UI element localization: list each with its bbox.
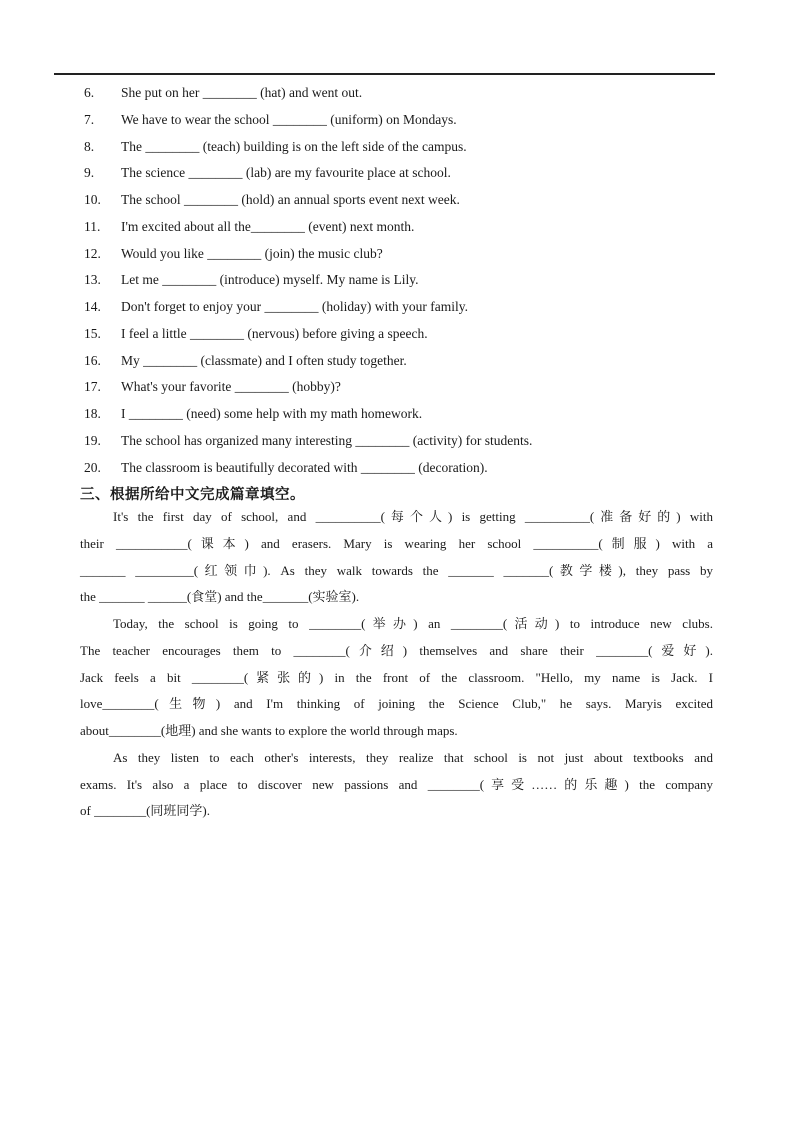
item-text: Let me ________ (introduce) myself. My name is Lily. xyxy=(121,272,419,288)
top-divider xyxy=(54,73,715,75)
item-number: 9. xyxy=(84,165,95,181)
passage-line: Today, the school is going to ________(举办) an ________(活动) to introduce new clubs. xyxy=(113,616,713,631)
passage-line: The teacher encourages them to ________(介绍) themselves and share their ________(爱好). xyxy=(80,642,713,658)
item-number: 15. xyxy=(84,325,101,341)
passage-line: love________(生物) and I'm thinking of joining the Science Club," he says. Maryis excited xyxy=(80,696,713,712)
list-item xyxy=(84,214,532,241)
list-item xyxy=(84,160,532,187)
list-item xyxy=(84,374,532,401)
item-number: 12. xyxy=(84,245,101,261)
item-text: Don't forget to enjoy your ________ (holiday) with your family. xyxy=(121,299,469,314)
list-item xyxy=(84,187,532,214)
passage-paragraph xyxy=(80,504,713,611)
list-item xyxy=(84,107,532,134)
item-text: I ________ (need) some help with my math homework. xyxy=(121,406,423,421)
passage-line: of ________(同班同学). xyxy=(80,803,210,819)
item-number: 7. xyxy=(84,111,95,127)
item-number: 18. xyxy=(84,406,101,421)
item-text: She put on her ________ (hat) and went out. xyxy=(121,85,363,100)
item-number: 13. xyxy=(84,272,101,288)
passage-paragraph xyxy=(80,611,713,745)
list-item xyxy=(84,241,532,268)
passage-paragraph xyxy=(80,745,713,825)
item-text: Would you like ________ (join) the music club? xyxy=(121,245,383,261)
list-item xyxy=(84,428,532,455)
list-item xyxy=(84,401,532,428)
passage-line: It's the first day of school, and __________(每个人) is getting __________(准备好的) with xyxy=(113,509,713,524)
fill-in-blanks-list xyxy=(84,80,532,481)
item-text: We have to wear the school ________ (uniform) on Mondays. xyxy=(121,111,457,127)
list-item xyxy=(84,348,532,375)
section3-heading: 三、根据所给中文完成篇章填空。 xyxy=(80,487,305,503)
item-number: 8. xyxy=(84,138,95,154)
list-item xyxy=(84,267,532,294)
item-number: 14. xyxy=(84,299,101,314)
item-number: 19. xyxy=(84,432,101,448)
list-item xyxy=(84,80,532,107)
item-text: The school ________ (hold) an annual sports event next week. xyxy=(121,192,460,207)
item-text: The classroom is beautifully decorated with ________ (decoration). xyxy=(121,459,488,475)
item-number: 10. xyxy=(84,192,101,207)
list-item xyxy=(84,134,532,161)
list-item xyxy=(84,455,532,482)
cloze-passage xyxy=(80,504,713,825)
item-text: I'm excited about all the________ (event) next month. xyxy=(121,218,415,234)
item-number: 16. xyxy=(84,352,101,368)
item-number: 17. xyxy=(84,379,101,395)
item-text: The school has organized many interesting ________ (activity) for students. xyxy=(121,432,533,448)
item-text: The science ________ (lab) are my favourite place at school. xyxy=(121,165,451,181)
passage-line: their ___________(课本) and erasers. Mary is wearing her school __________(制服) with a xyxy=(80,535,713,551)
passage-line: _______ _________(红领巾). As they walk towards the _______ _______(教学楼), they pass by xyxy=(80,562,713,578)
list-item xyxy=(84,294,532,321)
passage-line: exams. It's also a place to discover new passions and ________(享受……的乐趣) the company xyxy=(80,776,713,792)
item-number: 20. xyxy=(84,459,101,475)
item-number: 6. xyxy=(84,85,95,100)
passage-line: Jack feels a bit ________(紧张的) in the front of the classroom. "Hello, my name is Jack. I xyxy=(80,669,713,685)
passage-line: the _______ ______(食堂) and the_______(实验室). xyxy=(80,589,360,605)
item-number: 11. xyxy=(84,218,101,234)
passage-line: As they listen to each other's interests, they realize that school is not just about textbooks and xyxy=(113,749,713,765)
item-text: What's your favorite ________ (hobby)? xyxy=(121,379,341,395)
item-text: My ________ (classmate) and I often study together. xyxy=(121,352,407,368)
item-text: I feel a little ________ (nervous) before giving a speech. xyxy=(121,325,428,341)
item-text: The ________ (teach) building is on the left side of the campus. xyxy=(121,138,467,154)
list-item xyxy=(84,321,532,348)
passage-line: about________(地理) and she wants to explore the world through maps. xyxy=(80,723,458,738)
